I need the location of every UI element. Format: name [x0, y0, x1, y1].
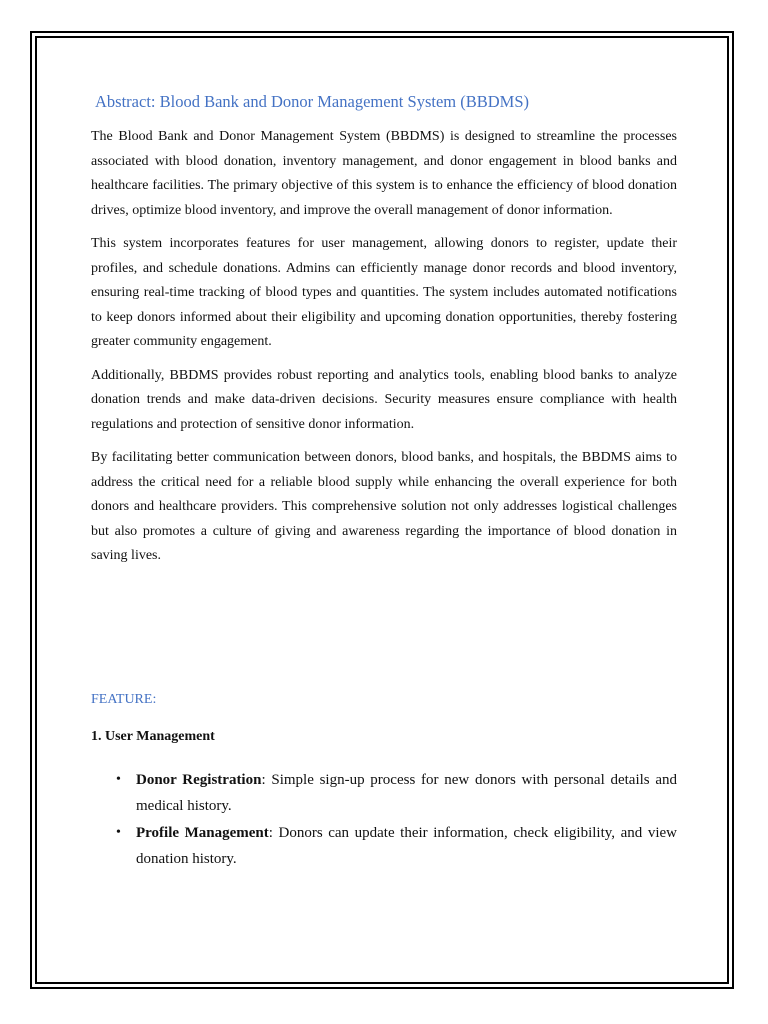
feature-heading: FEATURE: [91, 691, 157, 707]
document-body [91, 92, 677, 873]
bullet-icon: • [116, 824, 121, 840]
document-title: Abstract: Blood Bank and Donor Management System (BBDMS) [95, 92, 529, 111]
abstract-paragraph-4: By facilitating better communication between donors, blood banks, and hospitals, the BBDMS aims to address the critical need for a reliable blood supply while enhancing the overall experience for both donors and healthcare providers. This comprehensive solution not only addresses logistical challenges but also promotes a culture of giving and awareness regarding the importance of blood donation in saving lives. [91, 450, 677, 563]
feature-bullet-list [91, 767, 677, 873]
abstract-paragraph-2: This system incorporates features for user management, allowing donors to register, update their profiles, and schedule donations. Admins can efficiently manage donor records and blood inventory, ensuring real-time tracking of blood types and quantities. The system includes automated notifications to keep donors informed about their eligibility and upcoming donation opportunities, thereby fostering greater community engagement. [91, 236, 677, 349]
bullet-icon: • [116, 771, 121, 787]
bullet-text: : Simple sign-up process for new donors with personal details and medical history. [136, 771, 678, 814]
bullet-item-donor-registration [91, 767, 677, 820]
abstract-paragraph-3: Additionally, BBDMS provides robust reporting and analytics tools, enabling blood banks to analyze donation trends and make data-driven decisions. Security measures ensure compliance with health regulations and protection of sensitive donor information. [91, 367, 677, 432]
bullet-term: Profile Management [136, 824, 269, 841]
section-spacer [91, 578, 677, 692]
bullet-item-profile-management [91, 820, 677, 873]
bullet-text: : Donors can update their information, check eligibility, and view donation history. [136, 824, 677, 867]
abstract-paragraph-1: The Blood Bank and Donor Management System (BBDMS) is designed to streamline the processes associated with blood donation, inventory management, and donor engagement in blood banks and healthcare facilities. The primary objective of this system is to enhance the efficiency of blood donation drives, optimize blood inventory, and improve the overall management of donor information. [91, 129, 677, 218]
section-heading-user-management: 1. User Management [91, 728, 215, 744]
bullet-term: Donor Registration [136, 771, 262, 788]
